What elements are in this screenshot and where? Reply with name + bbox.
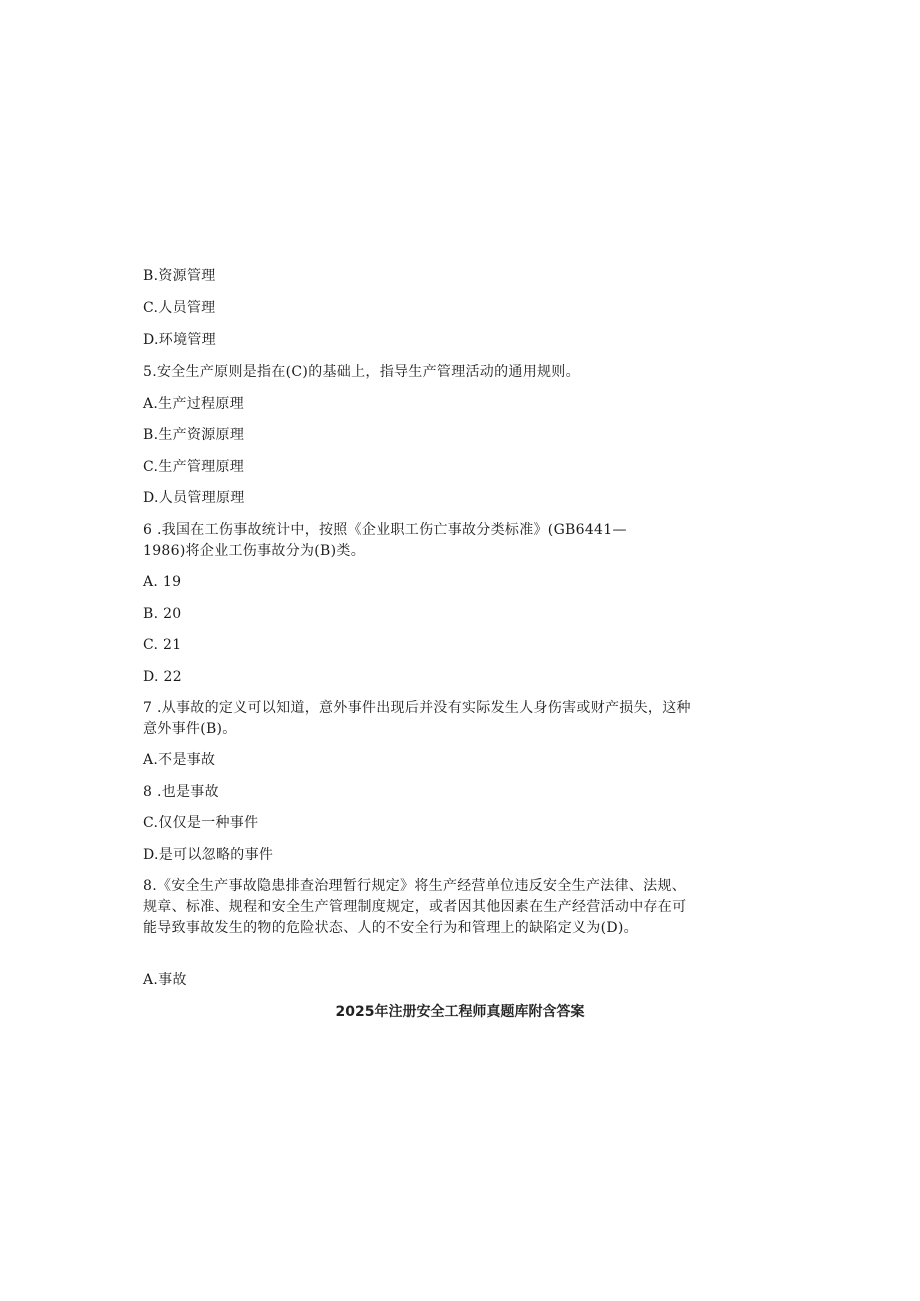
question-6: 6 .我国在工伤事故统计中，按照《企业职工伤亡事故分类标准》(GB6441—1986)将企业工伤事故分为(B)类。: [143, 522, 627, 559]
document-footer-title: 2025年注册安全工程师真题库附含答案: [335, 1004, 585, 1020]
question-5: 5.安全生产原则是指在(C)的基础上，指导生产管理活动的通用规则。: [143, 364, 580, 380]
question-6-option-d: D. 22: [143, 669, 182, 685]
option-c-personnel-management: C.人员管理: [143, 300, 216, 316]
question-7-option-d: D.是可以忽略的事件: [143, 847, 274, 863]
option-b-resource-management: B.资源管理: [143, 268, 216, 284]
option-d-environment-management: D.环境管理: [143, 332, 216, 348]
question-7-option-a: A.不是事故: [143, 752, 216, 768]
question-7: 7 .从事故的定义可以知道，意外事件出现后并没有实际发生人身伤害或财产损失，这种意外事件(B)。: [143, 700, 691, 737]
question-8: 8.《安全生产事故隐患排查治理暂行规定》将生产经营单位违反安全生产法律、法规、规章、标准、规程和安全生产管理制度规定，或者因其他因素在生产经营活动中存在可能导致事故发生的物的危险状态、人的不安全行为和管理上的缺陷定义为(D)。: [143, 878, 687, 936]
question-5-option-a: A.生产过程原理: [143, 396, 244, 412]
question-6-option-b: B. 20: [143, 606, 182, 622]
question-7-option-c: C.仅仅是一种事件: [143, 815, 259, 831]
question-6-option-a: A. 19: [143, 574, 182, 590]
question-6-option-c: C. 21: [143, 637, 182, 653]
question-8-option-a: A.事故: [143, 972, 187, 988]
question-5-option-b: B.生产资源原理: [143, 427, 245, 443]
question-5-option-c: C.生产管理原理: [143, 459, 245, 475]
question-5-option-d: D.人员管理原理: [143, 490, 245, 506]
question-7-option-b: 8 .也是事故: [143, 784, 219, 800]
